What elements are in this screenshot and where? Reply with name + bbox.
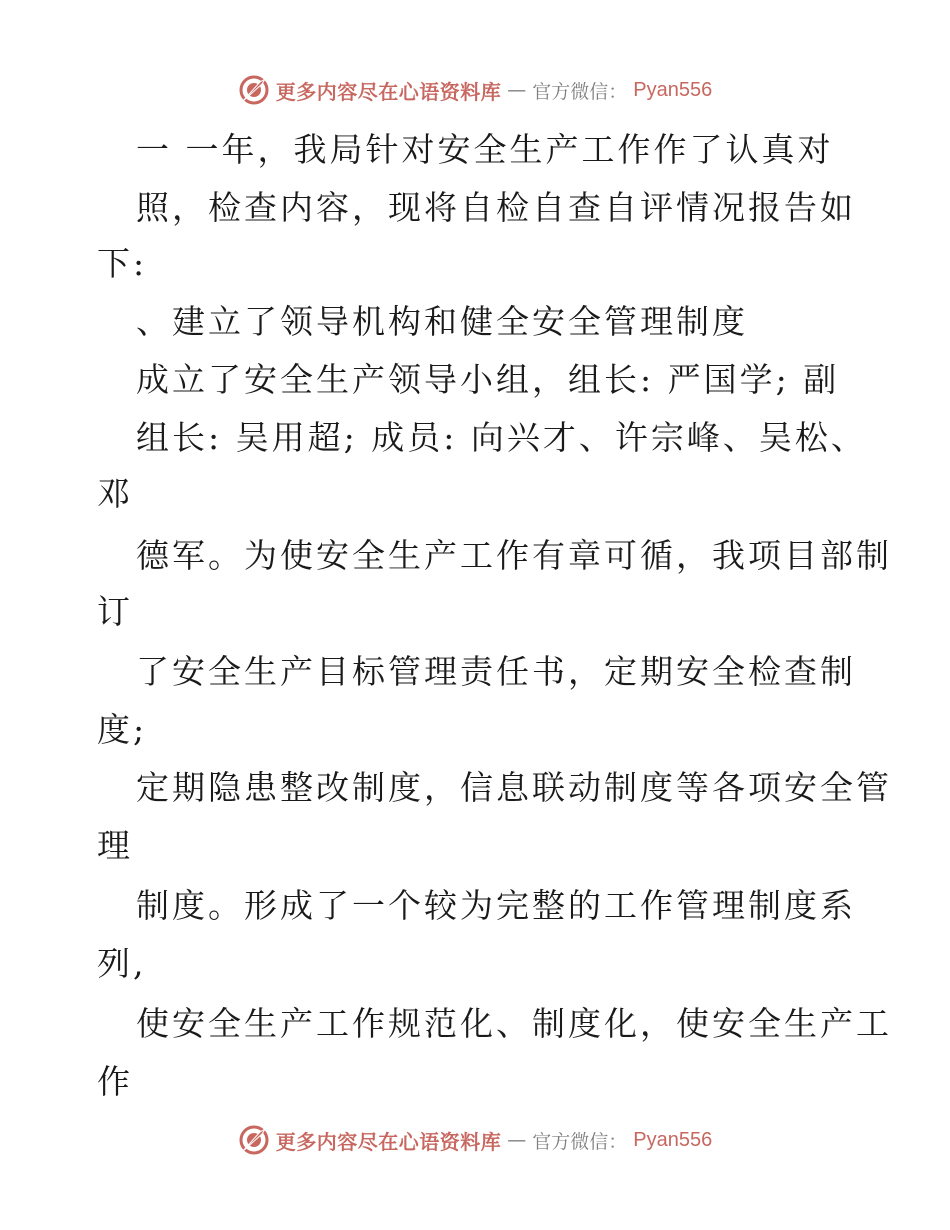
body-line: 制度。形成了一个较为完整的工作管理制度系 (136, 886, 856, 925)
body-line: 理 (97, 826, 133, 865)
body-line: 组长: 吴用超; 成员: 向兴才、许宗峰、吴松、 (136, 418, 867, 457)
body-line: 照，检查内容，现将自检自查自评情况报告如 (136, 188, 856, 227)
body-line: 邓 (97, 474, 133, 513)
banner-wechat-id: Pyan556 (633, 78, 713, 101)
body-line: 订 (97, 592, 133, 631)
header-banner (0, 70, 950, 110)
banner-wechat-id: Pyan556 (633, 1128, 713, 1151)
footer-banner (0, 1120, 950, 1160)
quill-pen-logo-icon (238, 1124, 270, 1156)
body-line: 了安全生产目标管理责任书，定期安全检查制 (136, 652, 856, 691)
quill-pen-logo-icon (238, 74, 270, 106)
body-line: 使安全生产工作规范化、制度化，使安全生产工 (136, 1004, 892, 1043)
body-line: 成立了安全生产领导小组，组长: 严国学; 副 (136, 360, 840, 399)
body-line: 德军。为使安全生产工作有章可循，我项目部制 (136, 536, 892, 575)
banner-site-text: 更多内容尽在心语资料库 (275, 1129, 502, 1154)
body-line: 度; (97, 710, 148, 749)
body-line: 定期隐患整改制度，信息联动制度等各项安全管 (136, 768, 892, 807)
section-heading: 、建立了领导机构和健全安全管理制度 (136, 302, 748, 341)
body-line: 列, (97, 944, 147, 983)
banner-separator: — (507, 1129, 527, 1151)
banner-site-text: 更多内容尽在心语资料库 (275, 79, 502, 104)
body-line: 一 一年，我局针对安全生产工作作了认真对 (136, 130, 834, 169)
banner-wechat-label: 官方微信： (532, 80, 628, 103)
body-line: 作 (97, 1062, 133, 1101)
body-line: 下: (97, 244, 148, 283)
banner-separator: — (507, 79, 527, 101)
banner-wechat-label: 官方微信： (532, 1130, 628, 1153)
